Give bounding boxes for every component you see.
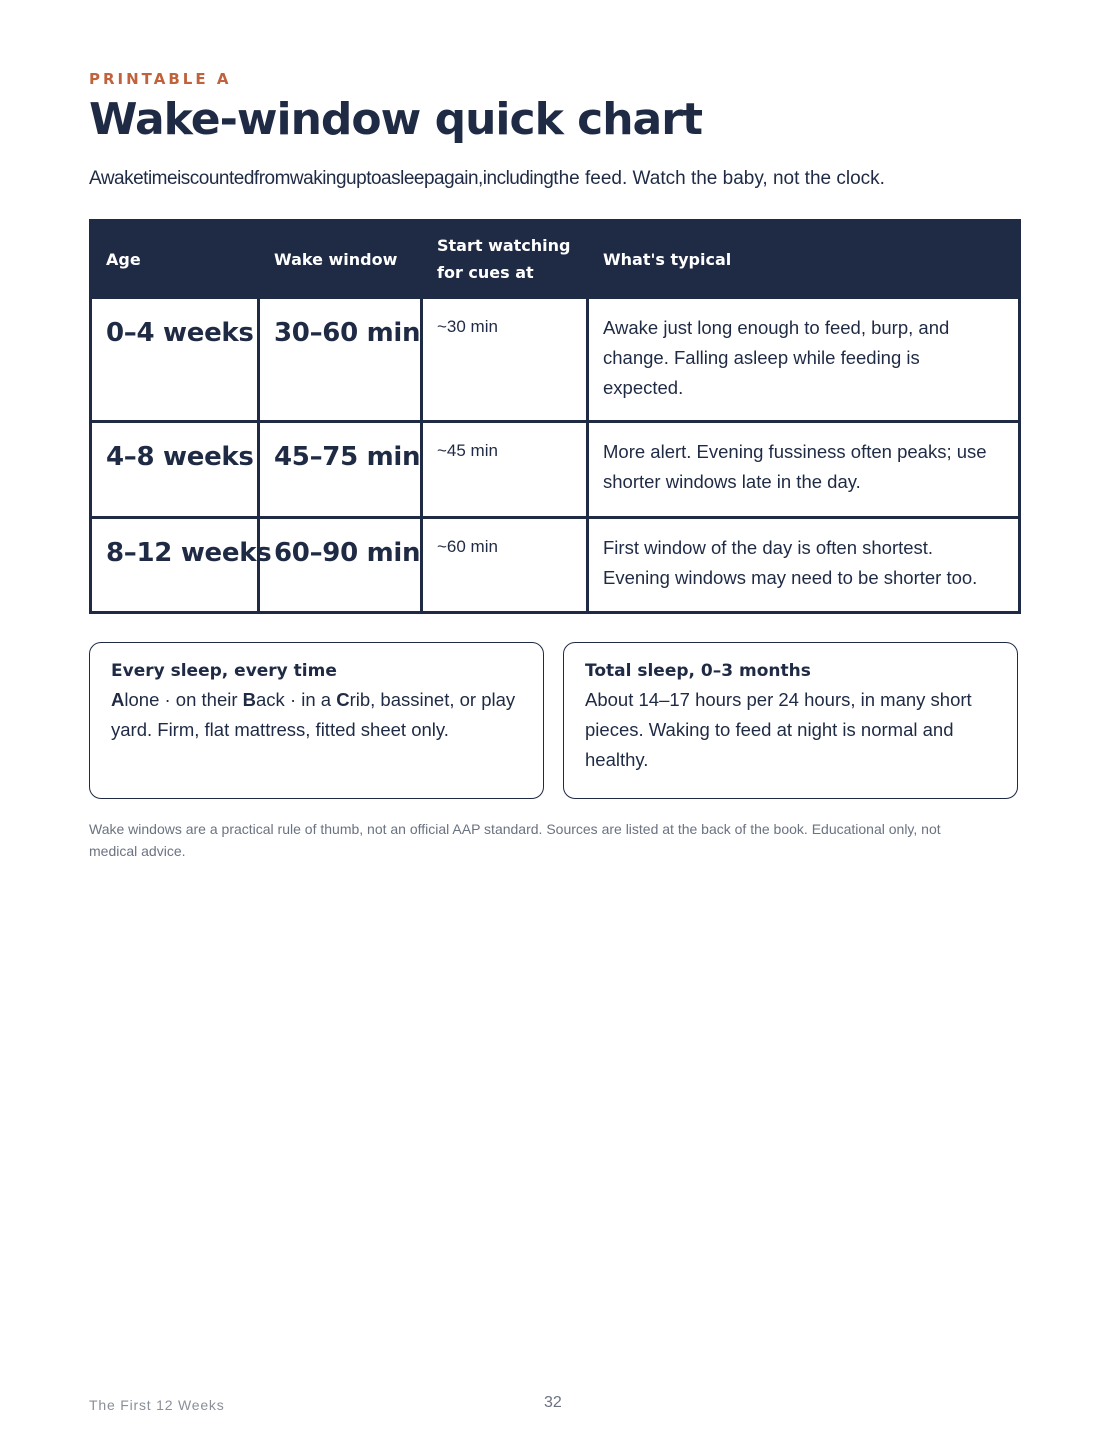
cue-cell: ~45 min <box>422 422 588 518</box>
total-sleep-body: About 14–17 hours per 24 hours, in many short pieces. Waking to feed at night is normal and healthy. <box>585 689 972 770</box>
safe-sleep-title: Every sleep, every time <box>111 661 337 681</box>
age-cell: 0–4 weeks <box>91 298 259 422</box>
safe-sleep-body <box>111 685 523 745</box>
abc-text-a: lone · on their <box>124 689 243 710</box>
wake-window-cell: 45–75 min <box>259 422 422 518</box>
typical-cell: More alert. Evening fussiness often peaks; use shorter windows late in the day. <box>588 422 1020 518</box>
cue-cell: ~30 min <box>422 298 588 422</box>
footer-book-title: The First 12 Weeks <box>89 1397 225 1413</box>
page-number: 32 <box>544 1394 562 1411</box>
wake-window-cell: 30–60 min <box>259 298 422 422</box>
header-start-watching-line1: Start watching <box>437 236 571 255</box>
total-sleep-title: Total sleep, 0–3 months <box>585 661 811 681</box>
header-start-watching-line2: for cues at <box>437 263 534 282</box>
abc-letter-c: C <box>336 689 350 710</box>
page-title: Wake-window quick chart <box>89 94 702 145</box>
intro-text-part1: Awaketimeiscountedfromwakinguptoasleepagain,including <box>89 168 554 189</box>
typical-cell: First window of the day is often shortest. Evening windows may need to be shorter too. <box>588 518 1020 613</box>
age-cell: 8–12 weeks <box>91 518 259 613</box>
abc-letter-a: A <box>111 689 125 710</box>
header-age: Age <box>91 221 259 298</box>
footnote: Wake windows are a practical rule of thumb, not an official AAP standard. Sources are listed at the back of the book. Educational only, not medical advice. <box>89 821 941 859</box>
total-sleep-box <box>563 642 1018 799</box>
cue-cell: ~60 min <box>422 518 588 613</box>
header-typical: What's typical <box>588 221 1020 298</box>
table-row <box>91 298 1020 422</box>
abc-text-c: rib, bassinet, or play yard. Firm, flat mattress, fitted sheet only. <box>111 689 516 740</box>
table-row <box>91 422 1020 518</box>
age-cell: 4–8 weeks <box>91 422 259 518</box>
table-header-row <box>91 221 1020 298</box>
abc-text-b: ack · in a <box>256 689 337 710</box>
intro-text <box>89 168 885 190</box>
wake-window-cell: 60–90 min <box>259 518 422 613</box>
typical-cell: Awake just long enough to feed, burp, and change. Falling asleep while feeding is expected. <box>588 298 1020 422</box>
section-eyebrow: PRINTABLE A <box>89 70 232 88</box>
intro-text-part2: the feed. Watch the baby, not the clock. <box>553 168 885 189</box>
abc-letter-b: B <box>242 689 257 710</box>
header-wake-window: Wake window <box>259 221 422 298</box>
safe-sleep-box <box>89 642 544 799</box>
wake-window-table <box>89 219 1021 614</box>
header-start-watching <box>422 221 588 298</box>
table-row <box>91 518 1020 613</box>
